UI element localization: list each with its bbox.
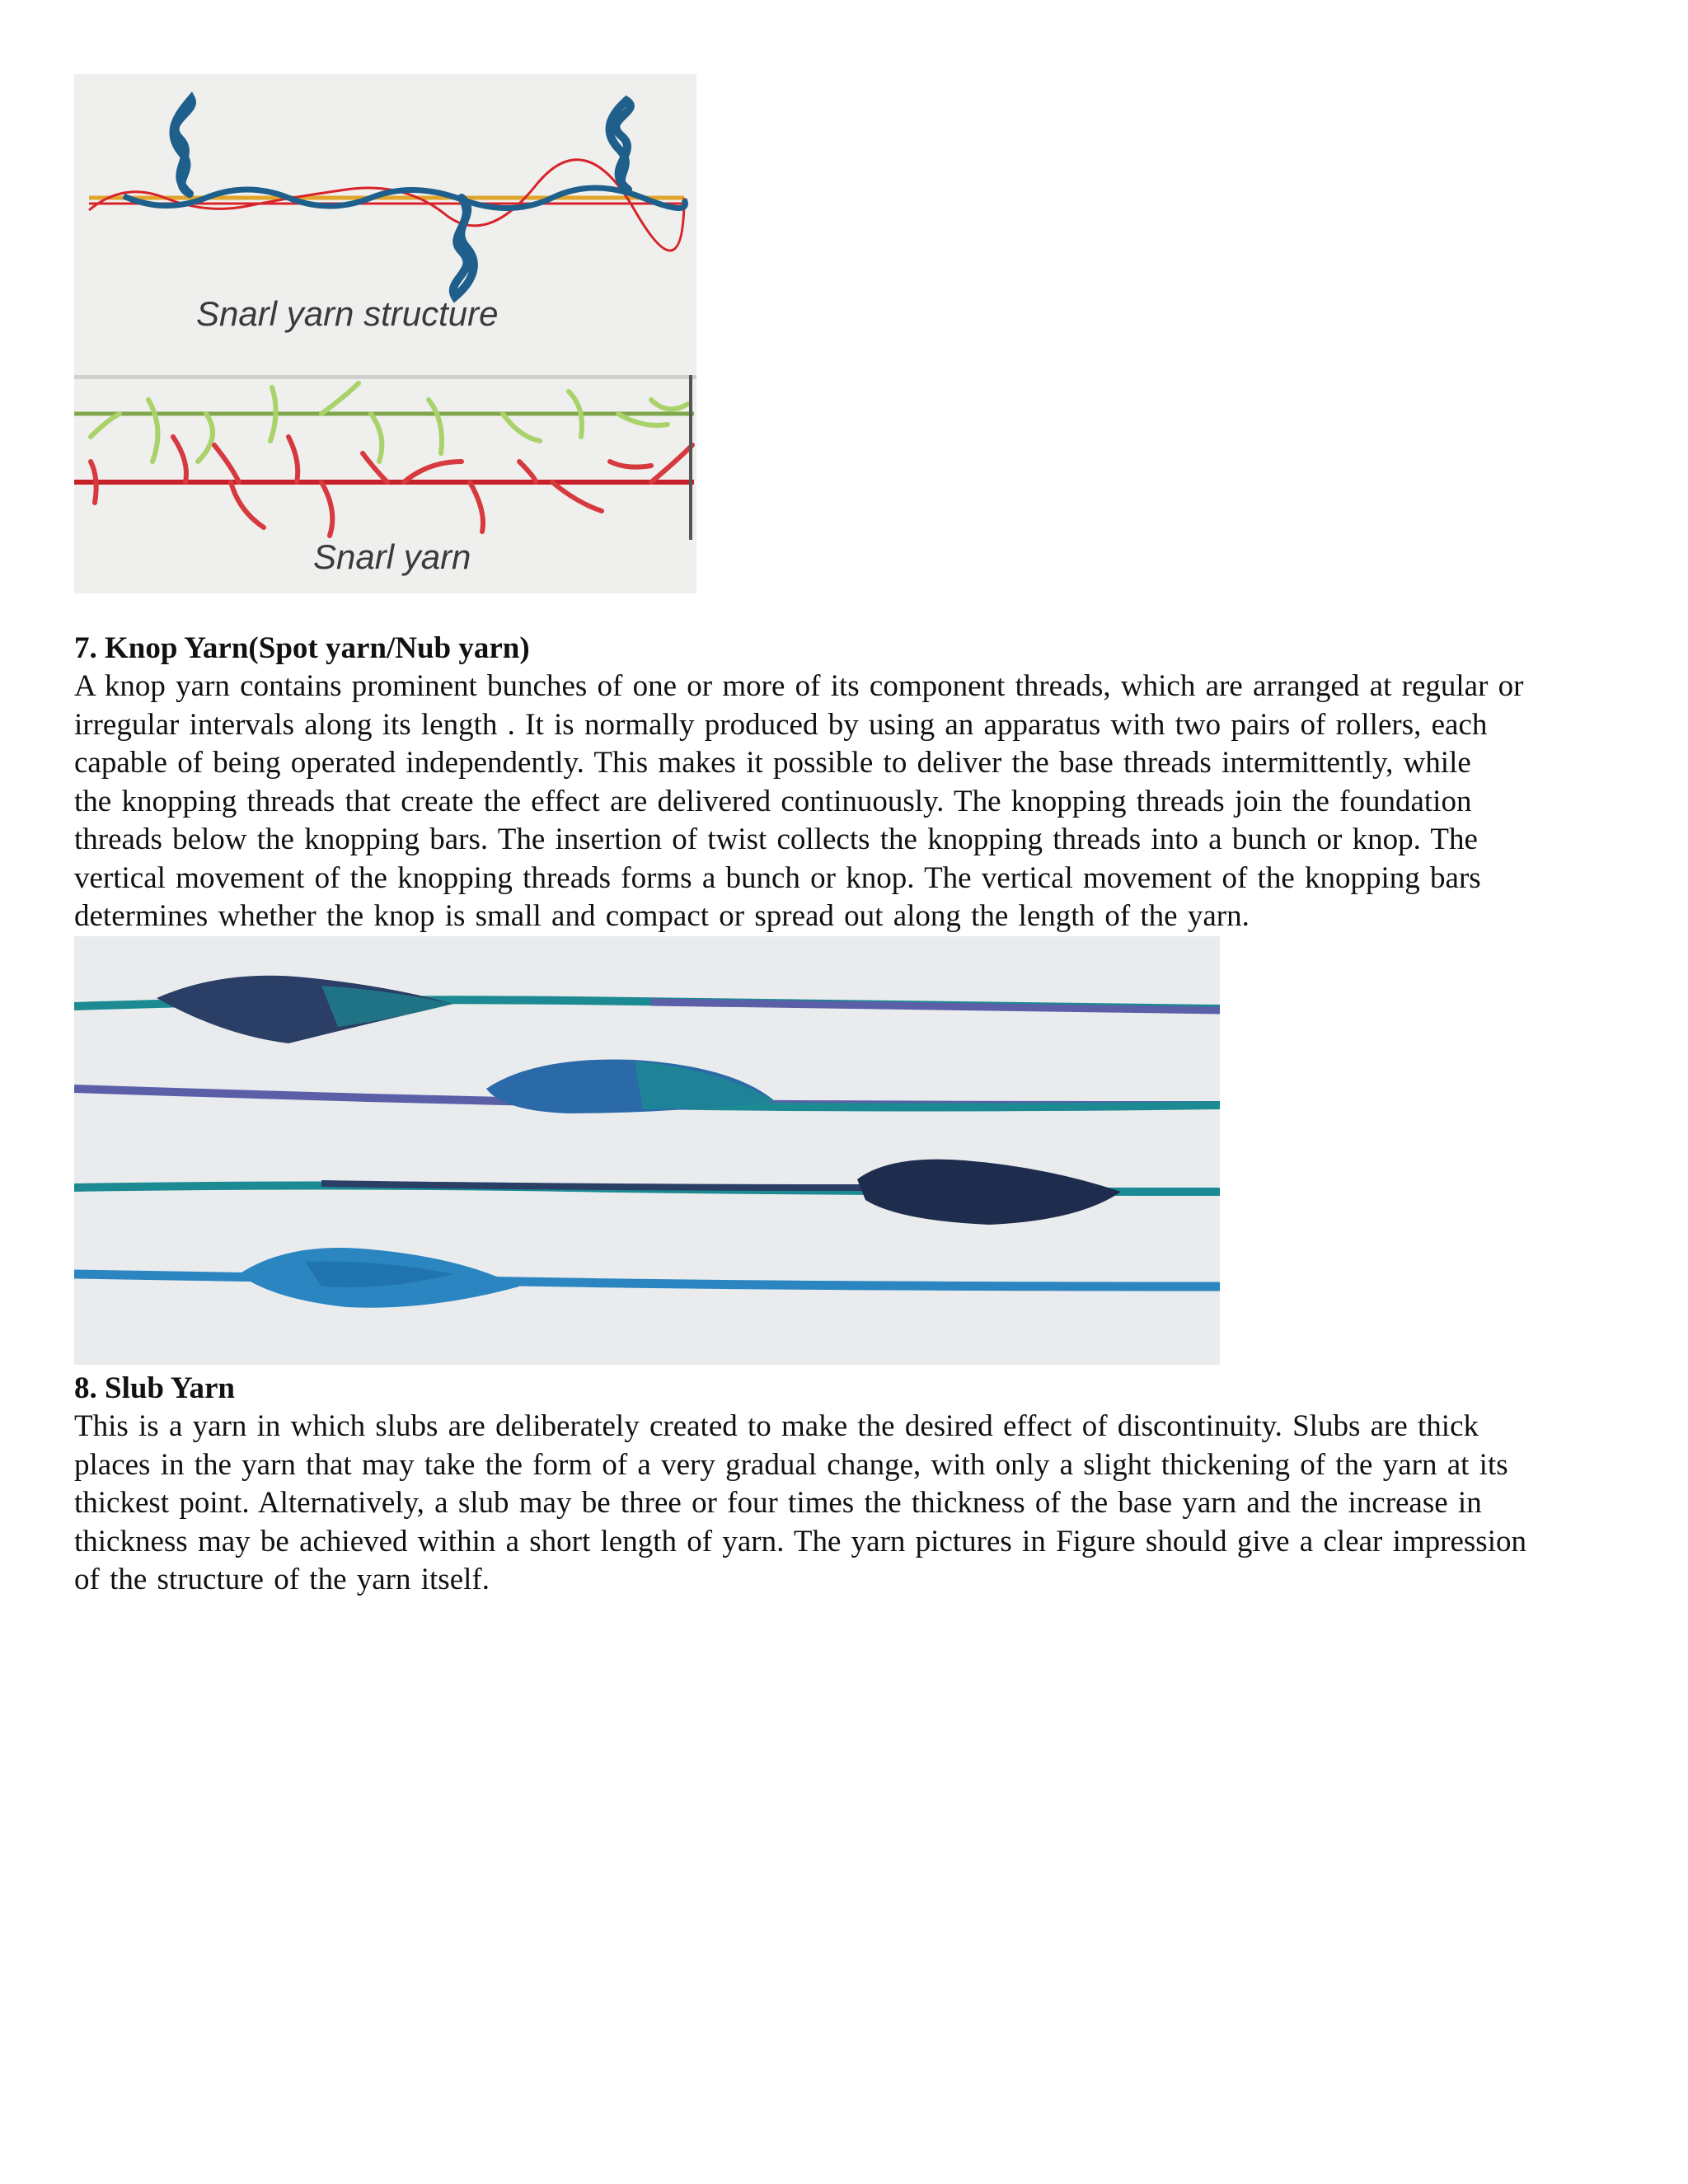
- paragraph-line: This is a yarn in which slubs are deliberately created to make the desired effect of discontinuity. Slubs are thick: [74, 1409, 1479, 1443]
- knop-yarn-paragraph: [74, 668, 1632, 936]
- paragraph-line: capable of being operated independently. This makes it possible to deliver the base threads intermittently, while: [74, 746, 1471, 780]
- paragraph-line: thickest point. Alternatively, a slub may be three or four times the thickness of the base yarn and the increase in: [74, 1486, 1482, 1520]
- yarn-strand-1: [74, 976, 1220, 1043]
- knop-yarn-photo: [74, 936, 1220, 1365]
- paragraph-line: places in the yarn that may take the form of a very gradual change, with only a slight thickening of the yarn at its: [74, 1447, 1508, 1482]
- paragraph-line: determines whether the knop is small and compact or spread out along the length of the yarn.: [74, 899, 1250, 933]
- snarl-loop-1: [173, 99, 192, 194]
- yarn-strand-4: [74, 1248, 1220, 1308]
- slub-yarn-section: [74, 1370, 1632, 1600]
- snarl-yarn-figure: [74, 74, 696, 593]
- paragraph-line: A knop yarn contains prominent bunches of one or more of its component threads, which are arranged at regular or: [74, 669, 1524, 703]
- slub-yarn-heading: 8. Slub Yarn: [74, 1371, 236, 1405]
- snarl-caption-bottom: Snarl yarn: [313, 537, 471, 576]
- yarn-strand-2: [74, 1059, 1220, 1113]
- paragraph-line: vertical movement of the knopping threads forms a bunch or knop. The vertical movement of the knopping bars: [74, 860, 1481, 895]
- snarl-loop-2: [453, 198, 474, 297]
- paragraph-line: the knopping threads that create the effect are delivered continuously. The knopping threads join the foundation: [74, 784, 1472, 818]
- paragraph-line: threads below the knopping bars. The insertion of twist collects the knopping threads into a bunch or knop. The: [74, 823, 1478, 856]
- knop-yarn-heading: 7. Knop Yarn(Spot yarn/Nub yarn): [74, 631, 530, 665]
- knop-yarn-section: [74, 630, 1632, 936]
- snarl-caption-top: Snarl yarn structure: [196, 294, 499, 333]
- yarn-strand-3: [74, 1160, 1220, 1225]
- paragraph-line: irregular intervals along its length . It is normally produced by using an apparatus with two pairs of rollers, each: [74, 707, 1488, 742]
- snarl-structure-diagram: [89, 99, 685, 297]
- snarl-loop-3: [610, 101, 631, 190]
- paragraph-line: thickness may be achieved within a short length of yarn. The yarn pictures in Figure should give a clear impression: [74, 1524, 1526, 1558]
- slub-yarn-paragraph: [74, 1408, 1632, 1600]
- snarl-yarn-photo: [74, 375, 696, 540]
- paragraph-line: of the structure of the yarn itself.: [74, 1563, 490, 1596]
